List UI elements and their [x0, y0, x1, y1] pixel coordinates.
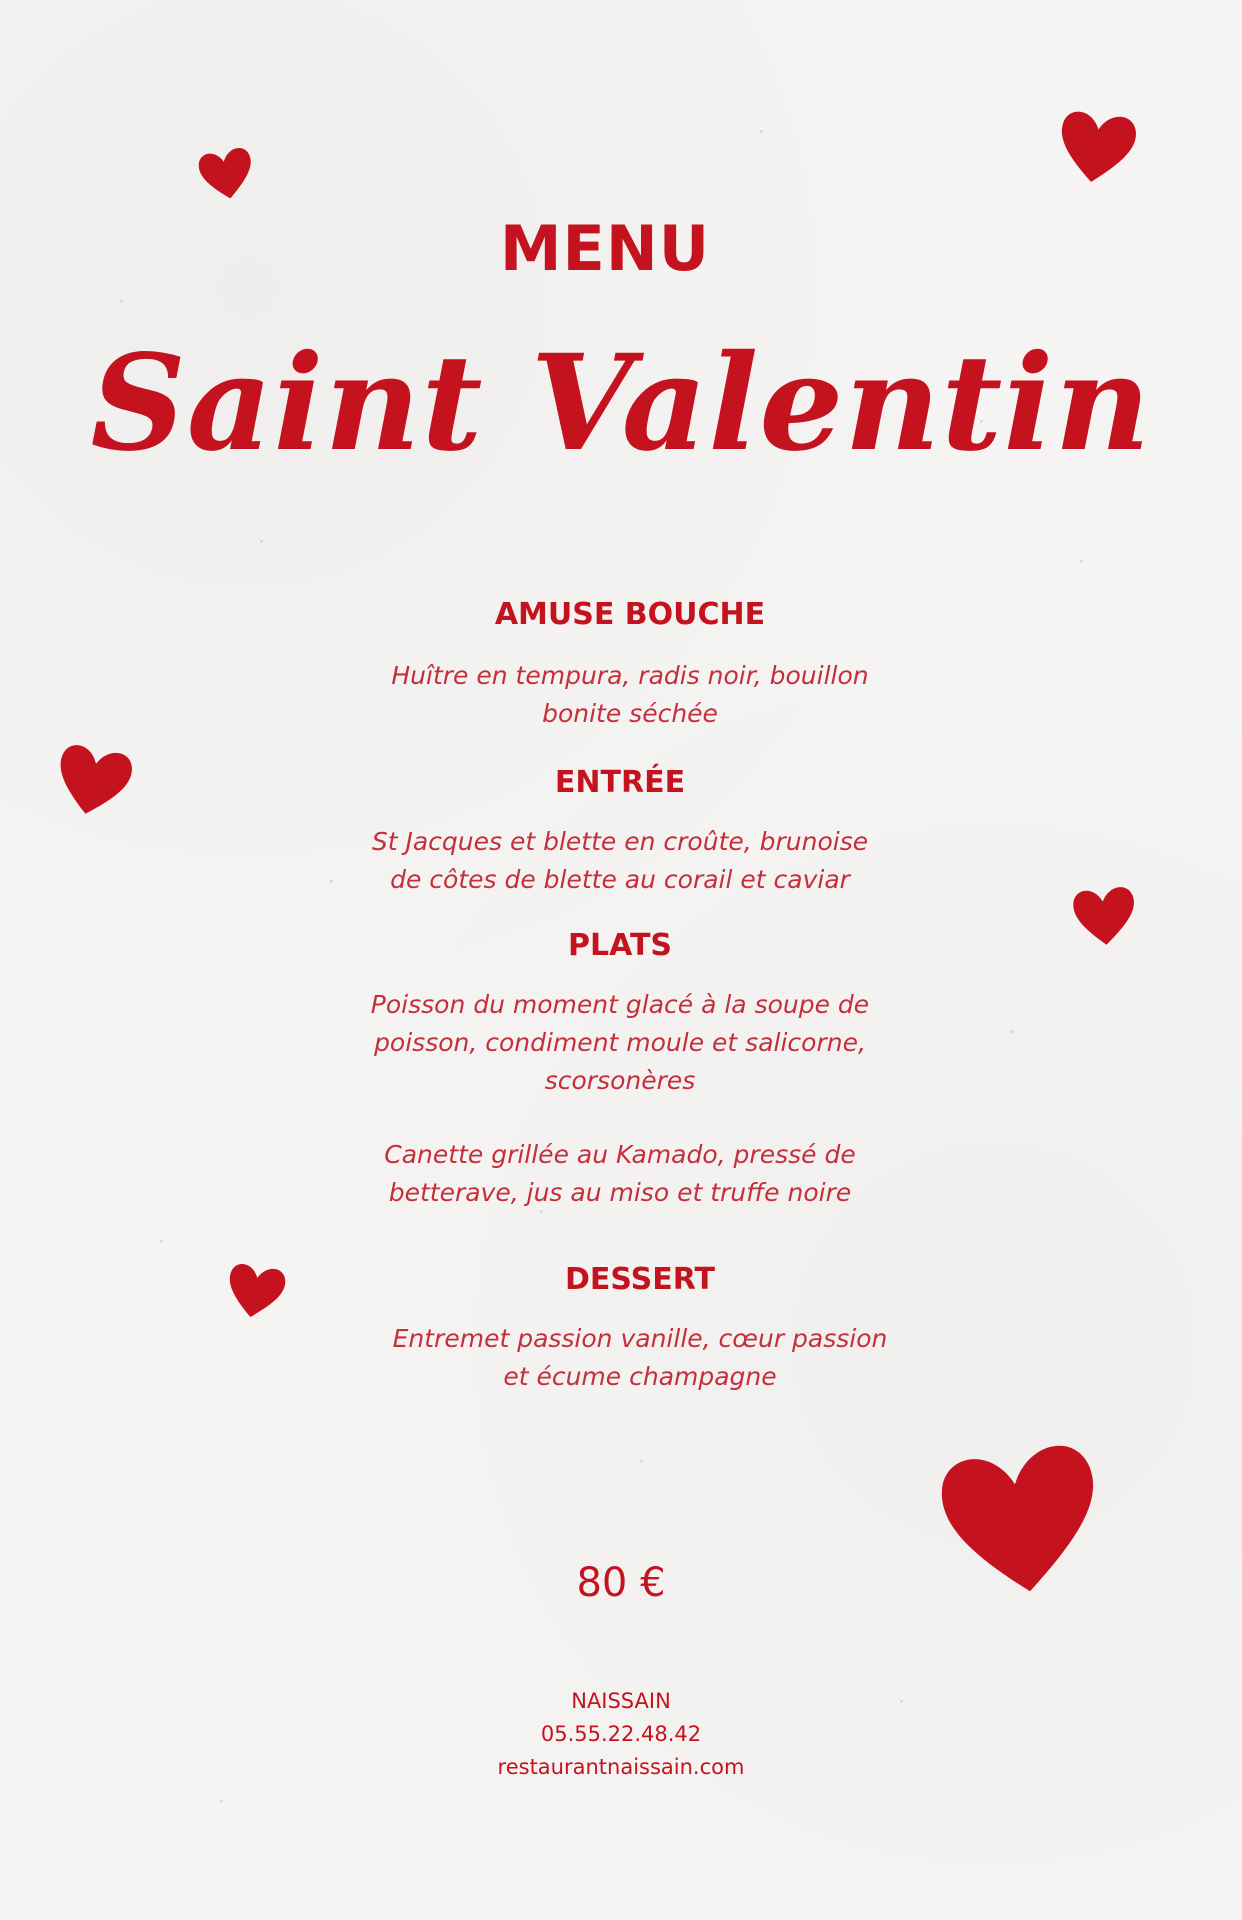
price: 80 € [576, 1560, 666, 1606]
section-heading: ENTRÉE [554, 765, 686, 800]
phone-number: 05.55.22.48.42 [540, 1722, 702, 1746]
section-amuse-bouche [310, 597, 950, 733]
section-desc-line: poisson, condiment moule et salicorne, [374, 1028, 866, 1057]
footer [0, 1685, 1242, 1784]
section-desc-line: Huître en tempura, radis noir, bouillon [391, 661, 869, 690]
menu-title: MENU [499, 212, 711, 285]
section-desc-line: bonite séchée [542, 699, 718, 728]
section-desc-line: Poisson du moment glacé à la soupe de [370, 990, 870, 1019]
section-desc-line: St Jacques et blette en croûte, brunoise [371, 827, 869, 856]
section-desc-line: et écume champagne [503, 1362, 777, 1391]
section-plats [300, 928, 940, 1212]
section-desc-line: Canette grillée au Kamado, pressé de [384, 1140, 856, 1169]
section-heading: AMUSE BOUCHE [494, 597, 766, 632]
script-title: Saint Valentin [90, 326, 1152, 481]
website-link: restaurantnaissain.com [497, 1755, 745, 1779]
section-desc-line: scorsonères [544, 1066, 696, 1095]
section-heading: PLATS [567, 928, 673, 963]
section-entree [300, 765, 940, 899]
section-dessert [320, 1262, 960, 1396]
restaurant-name: NAISSAIN [571, 1689, 671, 1713]
section-desc-line: Entremet passion vanille, cœur passion [392, 1324, 888, 1353]
section-desc-line: de côtes de blette au corail et caviar [390, 865, 850, 894]
section-heading: DESSERT [565, 1262, 715, 1297]
section-desc-line: betterave, jus au miso et truffe noire [388, 1178, 852, 1207]
